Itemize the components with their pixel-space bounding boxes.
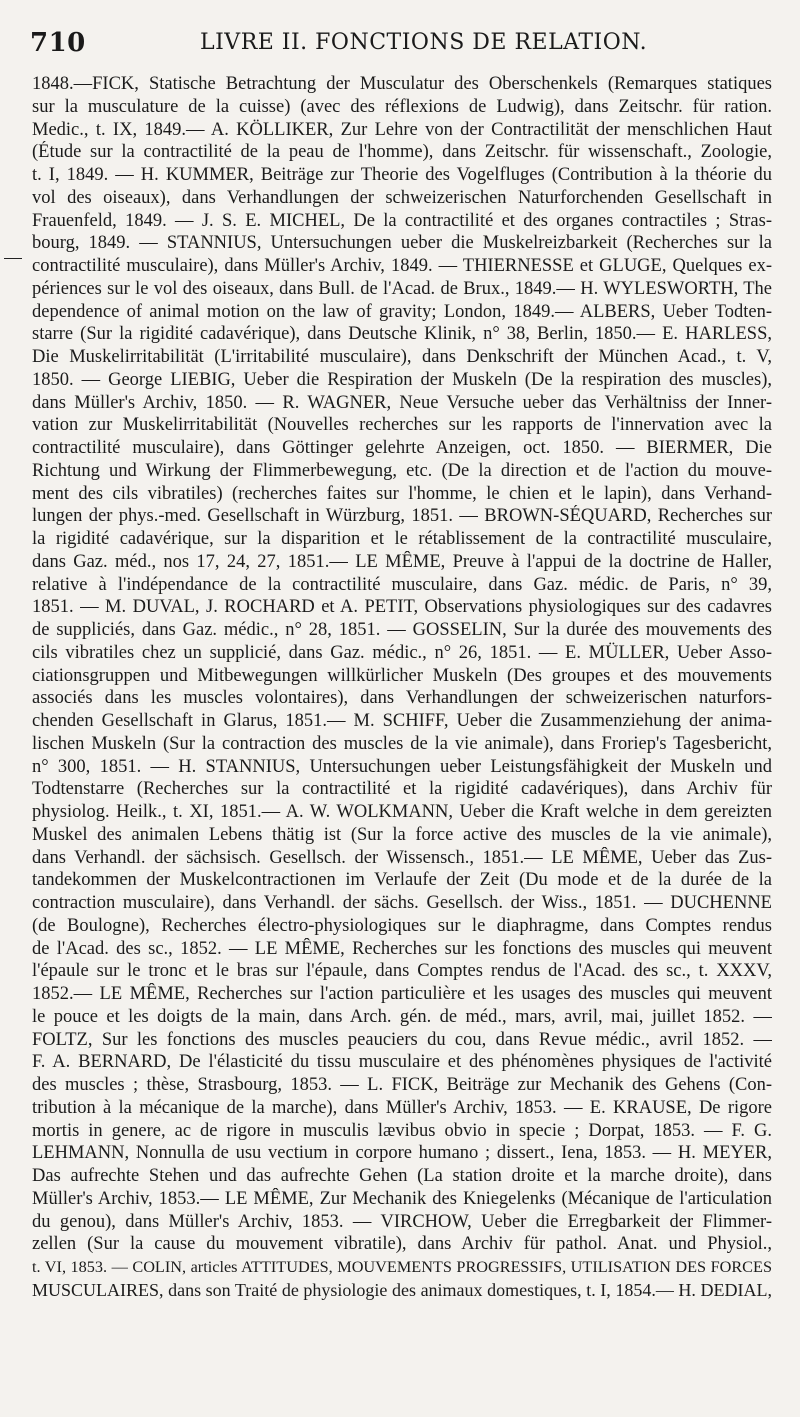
- text-line: chenden Gesellschaft in Glarus, 1851.— M. SCHIFF, Ueber die Zusammenziehung der anima-: [32, 711, 772, 731]
- text-line: physiolog. Heilk., t. XI, 1851.— A. W. WOLKMANN, Ueber die Kraft welche in dem gereizten: [32, 802, 772, 822]
- text-line: 1850. — George LIEBIG, Ueber die Respiration der Muskeln (De la respiration des muscles),: [32, 369, 772, 390]
- text-line: Die Muskelirritabilität (L'irritabilité musculaire), dans Denkschrift der München Acad., t. V,: [32, 347, 772, 367]
- text-line: dans Verhandl. der sächsisch. Gesellsch. der Wissensch., 1851.— LE MÊME, Ueber das Zus-: [32, 847, 772, 868]
- text-line: (Étude sur la contractilité de la peau de l'homme), dans Zeitschr. für wissenschaft., Zoologie,: [32, 142, 772, 163]
- text-line: starre (Sur la rigidité cadavérique), dans Deutsche Klinik, n° 38, Berlin, 1850.— E. HARLESS,: [32, 324, 772, 345]
- text-line: du genou), dans Müller's Archiv, 1853. — VIRCHOW, Ueber die Erregbarkeit der Flimmer-: [32, 1211, 772, 1232]
- text-line: FOLTZ, Sur les fonctions des muscles peauciers du cou, dans Revue médic., avril 1852. —: [32, 1029, 772, 1050]
- text-line: (de Boulogne), Recherches électro-physiologiques sur le diaphragme, dans Comptes rendus: [32, 915, 772, 936]
- text-line: Frauenfeld, 1849. — J. S. E. MICHEL, De la contractilité et des organes contractiles ; Stras-: [32, 210, 772, 231]
- text-line: zellen (Sur la cause du mouvement vibratile), dans Archiv für pathol. Anat. und Physiol.,: [32, 1234, 772, 1255]
- text-line: associés dans les muscles volontaires), dans Verhandlungen der schweizerischen naturfors-: [32, 688, 772, 709]
- text-line: lischen Muskeln (Sur la contraction des muscles de la vie animale), dans Froriep's Tagesbericht,: [32, 733, 772, 754]
- text-line: dans Müller's Archiv, 1850. — R. WAGNER, Neue Versuche ueber das Verhältniss der Inner-: [32, 392, 772, 413]
- text-line: t. I, 1849. — H. KUMMER, Beiträge zur Theorie des Vogelfluges (Contribution à la théorie du: [32, 165, 772, 185]
- text-line: vol des oiseaux), dans Verhandlungen der schweizerischen Naturforchenden Gesellschaft in: [32, 187, 772, 208]
- text-line: n° 300, 1851. — H. STANNIUS, Untersuchungen ueber Leistungsfähigkeit der Muskeln und: [32, 756, 772, 777]
- text-line: MUSCULAIRES, dans son Traité de physiologie des animaux domestiques, t. I, 1854.— H. DEDIAL,: [32, 1279, 772, 1300]
- text-line: 1852.— LE MÊME, Recherches sur l'action particulière et les usages des muscles qui meuvent: [32, 984, 772, 1004]
- text-line: le pouce et les doigts de la main, dans Arch. gén. de méd., mars, avril, mai, juillet 1852. —: [32, 1006, 772, 1027]
- text-line: Todtenstarre (Recherches sur la contractilité et la rigidité cadavériques), dans Archiv für: [32, 779, 772, 800]
- text-line: l'épaule sur le tronc et le bras sur l'épaule, dans Comptes rendus de l'Acad. des sc., t. XXXV,: [32, 961, 772, 982]
- text-line: vation zur Muskelirritabilität (Nouvelles recherches sur les rapports de l'innervation avec la: [32, 415, 772, 436]
- text-line: bourg, 1849. — STANNIUS, Untersuchungen ueber die Muskelreizbarkeit (Recherches sur la: [32, 233, 772, 254]
- text-line: t. VI, 1853. — COLIN, articles ATTITUDES, MOUVEMENTS PROGRESSIFS, UTILISATION DES FORCES: [32, 1258, 772, 1276]
- text-line: tribution à la mécanique de la marche), dans Müller's Archiv, 1853. — E. KRAUSE, De rigore: [32, 1097, 772, 1118]
- page-header: [30, 28, 770, 68]
- text-line: ment des cils vibratiles) (recherches faites sur l'homme, le chien et le lapin), dans Verhand-: [32, 483, 772, 504]
- text-line: Müller's Archiv, 1853.— LE MÊME, Zur Mechanik des Kniegelenks (Mécanique de l'articulation: [32, 1188, 772, 1209]
- page-number: 710: [30, 28, 86, 58]
- text-line: sur la musculature de la cuisse) (avec des réflexions de Ludwig), dans Zeitschr. für ration.: [32, 96, 772, 117]
- text-line: dependence of animal motion on the law of gravity; London, 1849.— ALBERS, Ueber Todten-: [32, 301, 772, 322]
- text-line: dans Gaz. méd., nos 17, 24, 27, 1851.— LE MÊME, Preuve à l'appui de la doctrine de Haller,: [32, 551, 772, 572]
- text-line: contractilité musculaire), dans Göttinger gelehrte Anzeigen, oct. 1850. — BIERMER, Die: [32, 438, 772, 458]
- text-line: Richtung und Wirkung der Flimmerbewegung, etc. (De la direction et de l'action du mouve-: [32, 460, 772, 481]
- text-line: F. A. BERNARD, De l'élasticité du tissu musculaire et des phénomènes physiques de l'activité: [32, 1052, 772, 1073]
- running-title: LIVRE II. FONCTIONS DE RELATION.: [200, 30, 648, 55]
- text-line: de l'Acad. des sc., 1852. — LE MÊME, Recherches sur les fonctions des muscles qui meuvent: [32, 938, 772, 959]
- text-line: contractilité musculaire), dans Müller's Archiv, 1849. — THIERNESSE et GLUGE, Quelques ex-: [32, 256, 772, 276]
- margin-mark: [4, 258, 22, 259]
- text-line: Medic., t. IX, 1849.— A. KÖLLIKER, Zur Lehre von der Contractilität der menschlichen Haut: [32, 119, 772, 140]
- text-line: 1848.—FICK, Statische Betrachtung der Musculatur des Oberschenkels (Remarques statiques: [32, 74, 772, 94]
- text-line: ciationsgruppen und Mitbewegungen willkürlicher Muskeln (Des groupes et des mouvements: [32, 665, 772, 686]
- text-line: mortis in genere, ac de rigore in musculis lævibus obvio in specie ; Dorpat, 1853. — F. G.: [32, 1120, 772, 1141]
- text-line: contraction musculaire), dans Verhandl. der sächs. Gesellsch. der Wiss., 1851. — DUCHENNE: [32, 893, 772, 913]
- bibliography-text: [32, 73, 772, 1302]
- text-line: des muscles ; thèse, Strasbourg, 1853. — L. FICK, Beiträge zur Mechanik des Gehens (Con-: [32, 1075, 772, 1095]
- text-line: cils vibratiles chez un supplicié, dans Gaz. médic., n° 26, 1851. — E. MÜLLER, Ueber Asso-: [32, 642, 772, 663]
- text-line: lungen der phys.-med. Gesellschaft in Würzburg, 1851. — BROWN-SÉQUARD, Recherches sur: [32, 506, 772, 527]
- text-line: périences sur le vol des oiseaux, dans Bull. de l'Acad. de Brux., 1849.— H. WYLESWORTH, The: [32, 278, 772, 299]
- text-line: LEHMANN, Nonnulla de usu vectium in corpore humano ; dissert., Iena, 1853. — H. MEYER,: [32, 1143, 772, 1164]
- text-line: Das aufrechte Stehen und das aufrechte Gehen (La station droite et la marche droite), dans: [32, 1166, 772, 1186]
- text-line: la rigidité cadavérique, sur la disparition et le rétablissement de la contractilité musculaire,: [32, 529, 772, 549]
- text-line: de suppliciés, dans Gaz. médic., n° 28, 1851. — GOSSELIN, Sur la durée des mouvements des: [32, 620, 772, 640]
- text-line: tandekommen der Muskelcontractionen im Verlaufe der Zeit (Du mode et de la durée de la: [32, 870, 772, 891]
- text-line: Muskel des animalen Lebens thätig ist (Sur la force active des muscles de la vie animale),: [32, 824, 772, 845]
- text-line: 1851. — M. DUVAL, J. ROCHARD et A. PETIT, Observations physiologiques sur des cadavres: [32, 597, 772, 618]
- text-line: relative à l'indépendance de la contractilité musculaire, dans Gaz. médic. de Paris, n° 39,: [32, 574, 772, 595]
